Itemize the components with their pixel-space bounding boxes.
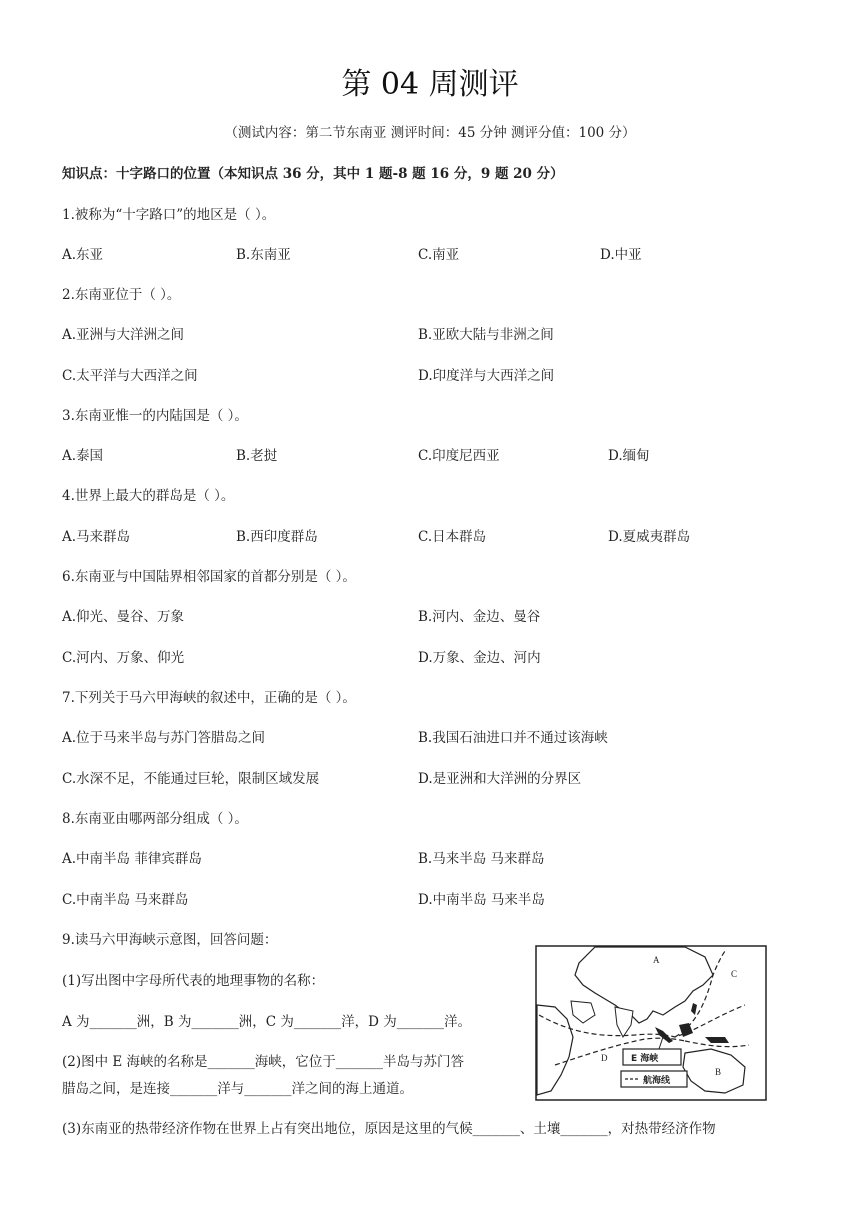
question-7-option-a: A.位于马来半岛与苏门答腊岛之间 [62, 730, 266, 746]
question-8-option-c: C.中南半岛 马来群岛 [62, 892, 189, 908]
question-9-stem: 9.读马六甲海峡示意图，回答问题： [62, 932, 278, 948]
question-7-stem: 7.下列关于马六甲海峡的叙述中，正确的是（ ）。 [62, 690, 356, 706]
knowledge-point-heading: 知识点：十字路口的位置（本知识点 36 分，其中 1 题-8 题 16 分，9 题 20 分） [62, 166, 564, 182]
question-9-part-3: (3)东南亚的热带经济作物在世界上占有突出地位，原因是这里的气候_______、土壤_______，对热带经济作物 [62, 1121, 716, 1137]
page-title: 第 04 周测评 [341, 67, 519, 102]
question-4-option-d: D.夏威夷群岛 [608, 529, 691, 545]
question-8-option-d: D.中南半岛 马来半岛 [418, 892, 545, 908]
question-7-option-c: C.水深不足，不能通过巨轮，限制区域发展 [62, 771, 320, 787]
page-subtitle: （测试内容：第二节东南亚 测评时间：45 分钟 测评分值：100 分） [224, 125, 636, 141]
map-label-c: C [731, 969, 738, 979]
question-1-option-a: A.东亚 [62, 247, 104, 263]
question-9-part-1: (1)写出图中字母所代表的地理事物的名称： [62, 973, 325, 989]
question-3-stem: 3.东南亚惟一的内陆国是（ ）。 [62, 408, 248, 424]
question-6-option-d: D.万象、金边、河内 [418, 650, 541, 666]
question-7-option-b: B.我国石油进口并不通过该海峡 [418, 730, 608, 746]
question-4-option-a: A.马来群岛 [62, 529, 131, 545]
question-1-stem: 1.被称为“十字路口”的地区是（ ）。 [62, 207, 276, 223]
question-6-option-a: A.仰光、曼谷、万象 [62, 609, 185, 625]
question-3-option-b: B.老挝 [236, 448, 278, 464]
question-1-option-b: B.东南亚 [236, 247, 291, 263]
question-8-stem: 8.东南亚由哪两部分组成（ ）。 [62, 811, 248, 827]
malacca-strait-map [535, 945, 767, 1101]
question-3-option-c: C.印度尼西亚 [418, 448, 500, 464]
map-label-d: D [601, 1053, 608, 1063]
map-label-b: B [715, 1067, 722, 1077]
question-4-option-b: B.西印度群岛 [236, 529, 318, 545]
question-2-stem: 2.东南亚位于（ ）。 [62, 287, 181, 303]
question-2-option-b: B.亚欧大陆与非洲之间 [418, 327, 554, 343]
question-1-option-c: C.南亚 [418, 247, 460, 263]
question-4-option-c: C.日本群岛 [418, 529, 487, 545]
question-2-option-a: A.亚洲与大洋洲之间 [62, 327, 185, 343]
legend-label: 航海线 [643, 1076, 671, 1086]
map-label-a: A [653, 955, 660, 965]
question-7-option-d: D.是亚洲和大洋洲的分界区 [418, 771, 582, 787]
question-2-option-c: C.太平洋与大西洋之间 [62, 368, 198, 384]
question-1-option-d: D.中亚 [600, 247, 642, 263]
question-9-part-2-line-2: 腊岛之间，是连接_______洋与_______洋之间的海上通道。 [62, 1081, 413, 1097]
question-8-option-a: A.中南半岛 菲律宾群岛 [62, 851, 202, 867]
question-3-option-a: A.泰国 [62, 448, 104, 464]
question-9-part-1-blanks: A 为_______洲，B 为_______洲，C 为_______洋，D 为_______洋。 [62, 1014, 471, 1030]
question-9-part-2-line-1: (2)图中 E 海峡的名称是_______海峡，它位于_______半岛与苏门答 [62, 1054, 465, 1070]
question-6-stem: 6.东南亚与中国陆界相邻国家的首都分别是（ ）。 [62, 569, 356, 585]
question-3-option-d: D.缅甸 [608, 448, 650, 464]
question-4-stem: 4.世界上最大的群岛是（ ）。 [62, 488, 235, 504]
question-6-option-c: C.河内、万象、仰光 [62, 650, 185, 666]
question-6-option-b: B.河内、金边、曼谷 [418, 609, 541, 625]
strait-label: E 海峡 [631, 1054, 659, 1064]
question-2-option-d: D.印度洋与大西洋之间 [418, 368, 555, 384]
question-8-option-b: B.马来半岛 马来群岛 [418, 851, 545, 867]
